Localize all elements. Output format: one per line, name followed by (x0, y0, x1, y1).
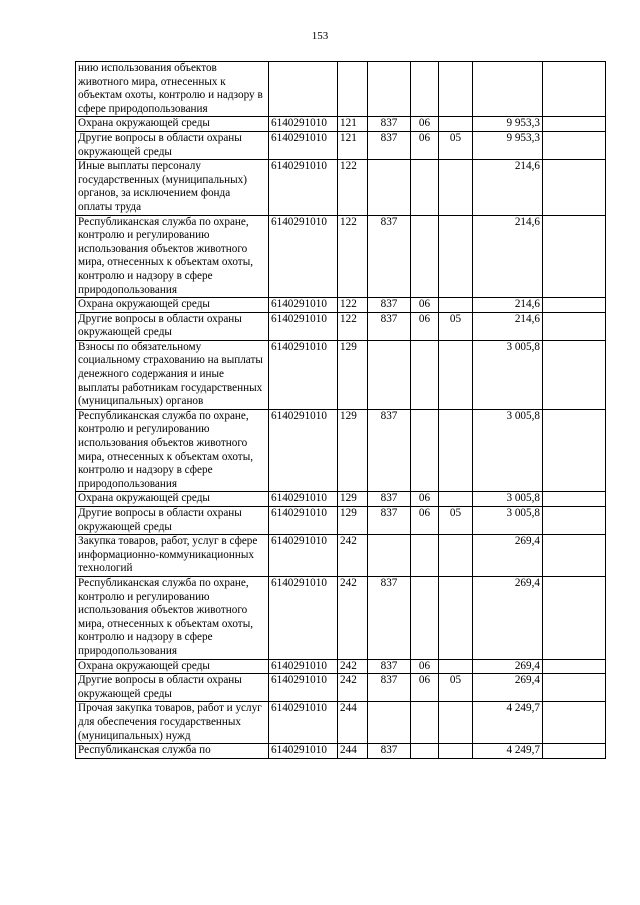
extra-cell (543, 674, 606, 702)
admin-code-cell: 837 (368, 298, 411, 313)
subsection-cell (439, 492, 473, 507)
subsection-cell (439, 160, 473, 215)
table-row (76, 62, 606, 117)
subsection-cell (439, 117, 473, 132)
extra-cell (543, 131, 606, 159)
section-cell (411, 215, 439, 298)
admin-code-cell (368, 62, 411, 117)
extra-cell (543, 659, 606, 674)
item-name-cell: Республиканская служба по охране, контролю и регулированию использования объектов животного мира, отнесенных к объектам охоты, контролю и надзору в сфере природопользования (76, 215, 269, 298)
amount-cell: 3 005,8 (473, 340, 543, 409)
table-row (76, 659, 606, 674)
table-row (76, 535, 606, 577)
expense-type-cell: 129 (338, 507, 368, 535)
extra-cell (543, 160, 606, 215)
item-name-cell: Другие вопросы в области охраны окружающей среды (76, 674, 269, 702)
expense-type-cell: 121 (338, 131, 368, 159)
target-article-cell: 6140291010 (269, 507, 338, 535)
section-cell: 06 (411, 117, 439, 132)
target-article-cell: 6140291010 (269, 744, 338, 759)
subsection-cell (439, 340, 473, 409)
item-name-cell: Охрана окружающей среды (76, 659, 269, 674)
budget-table-body (76, 62, 606, 759)
subsection-cell (439, 702, 473, 744)
item-name-cell: Другие вопросы в области охраны окружающей среды (76, 507, 269, 535)
amount-cell: 4 249,7 (473, 702, 543, 744)
admin-code-cell: 837 (368, 744, 411, 759)
item-name-cell: Закупка товаров, работ, услуг в сфере информационно-коммуникационных технологий (76, 535, 269, 577)
subsection-cell: 05 (439, 131, 473, 159)
admin-code-cell: 837 (368, 131, 411, 159)
section-cell: 06 (411, 131, 439, 159)
amount-cell: 3 005,8 (473, 409, 543, 492)
table-row (76, 492, 606, 507)
extra-cell (543, 117, 606, 132)
expense-type-cell: 129 (338, 340, 368, 409)
section-cell: 06 (411, 674, 439, 702)
section-cell (411, 576, 439, 659)
target-article-cell: 6140291010 (269, 576, 338, 659)
item-name-cell: нию использования объектов животного мира, отнесенных к объектам охоты, контролю и надзору в сфере природопользования (76, 62, 269, 117)
item-name-cell: Другие вопросы в области охраны окружающей среды (76, 131, 269, 159)
extra-cell (543, 62, 606, 117)
amount-cell (473, 62, 543, 117)
amount-cell: 269,4 (473, 535, 543, 577)
table-row (76, 702, 606, 744)
subsection-cell: 05 (439, 312, 473, 340)
admin-code-cell: 837 (368, 117, 411, 132)
admin-code-cell: 837 (368, 215, 411, 298)
target-article-cell: 6140291010 (269, 535, 338, 577)
table-row (76, 507, 606, 535)
amount-cell: 3 005,8 (473, 492, 543, 507)
subsection-cell (439, 215, 473, 298)
amount-cell: 4 249,7 (473, 744, 543, 759)
target-article-cell: 6140291010 (269, 312, 338, 340)
subsection-cell (439, 659, 473, 674)
expense-type-cell: 242 (338, 674, 368, 702)
target-article-cell: 6140291010 (269, 298, 338, 313)
extra-cell (543, 744, 606, 759)
subsection-cell (439, 62, 473, 117)
subsection-cell (439, 409, 473, 492)
table-row (76, 160, 606, 215)
table-row (76, 131, 606, 159)
amount-cell: 214,6 (473, 298, 543, 313)
extra-cell (543, 507, 606, 535)
section-cell: 06 (411, 312, 439, 340)
expense-type-cell: 242 (338, 659, 368, 674)
extra-cell (543, 576, 606, 659)
expense-type-cell: 121 (338, 117, 368, 132)
extra-cell (543, 298, 606, 313)
section-cell (411, 160, 439, 215)
amount-cell: 214,6 (473, 215, 543, 298)
admin-code-cell (368, 535, 411, 577)
item-name-cell: Охрана окружающей среды (76, 117, 269, 132)
admin-code-cell: 837 (368, 507, 411, 535)
amount-cell: 9 953,3 (473, 117, 543, 132)
extra-cell (543, 409, 606, 492)
expense-type-cell: 122 (338, 298, 368, 313)
item-name-cell: Иные выплаты персоналу государственных (муниципальных) органов, за исключением фонда оплаты труда (76, 160, 269, 215)
subsection-cell (439, 744, 473, 759)
extra-cell (543, 702, 606, 744)
extra-cell (543, 340, 606, 409)
amount-cell: 269,4 (473, 659, 543, 674)
expense-type-cell: 242 (338, 576, 368, 659)
section-cell: 06 (411, 298, 439, 313)
expense-type-cell: 122 (338, 312, 368, 340)
subsection-cell: 05 (439, 674, 473, 702)
extra-cell (543, 215, 606, 298)
subsection-cell: 05 (439, 507, 473, 535)
admin-code-cell: 837 (368, 659, 411, 674)
section-cell (411, 702, 439, 744)
target-article-cell: 6140291010 (269, 674, 338, 702)
extra-cell (543, 535, 606, 577)
item-name-cell: Охрана окружающей среды (76, 298, 269, 313)
item-name-cell: Республиканская служба по охране, контролю и регулированию использования объектов животного мира, отнесенных к объектам охоты, контролю и надзору в сфере природопользования (76, 576, 269, 659)
table-row (76, 409, 606, 492)
expense-type-cell: 244 (338, 744, 368, 759)
table-row (76, 215, 606, 298)
item-name-cell: Охрана окружающей среды (76, 492, 269, 507)
amount-cell: 214,6 (473, 160, 543, 215)
table-row (76, 312, 606, 340)
admin-code-cell (368, 160, 411, 215)
table-row (76, 117, 606, 132)
expense-type-cell: 129 (338, 409, 368, 492)
table-row (76, 674, 606, 702)
admin-code-cell: 837 (368, 312, 411, 340)
subsection-cell (439, 576, 473, 659)
target-article-cell: 6140291010 (269, 215, 338, 298)
section-cell: 06 (411, 492, 439, 507)
subsection-cell (439, 298, 473, 313)
expense-type-cell: 242 (338, 535, 368, 577)
item-name-cell: Взносы по обязательному социальному страхованию на выплаты денежного содержания и иные выплаты работникам государственных (муниципальных) органов (76, 340, 269, 409)
expense-type-cell: 122 (338, 215, 368, 298)
table-row (76, 298, 606, 313)
amount-cell: 9 953,3 (473, 131, 543, 159)
target-article-cell: 6140291010 (269, 659, 338, 674)
target-article-cell: 6140291010 (269, 160, 338, 215)
section-cell (411, 62, 439, 117)
admin-code-cell (368, 702, 411, 744)
admin-code-cell: 837 (368, 492, 411, 507)
item-name-cell: Республиканская служба по охране, контролю и регулированию использования объектов животного мира, отнесенных к объектам охоты, контролю и надзору в сфере природопользования (76, 409, 269, 492)
target-article-cell: 6140291010 (269, 117, 338, 132)
target-article-cell: 6140291010 (269, 702, 338, 744)
amount-cell: 269,4 (473, 674, 543, 702)
section-cell: 06 (411, 507, 439, 535)
admin-code-cell: 837 (368, 409, 411, 492)
expense-type-cell (338, 62, 368, 117)
admin-code-cell: 837 (368, 674, 411, 702)
budget-table (75, 61, 606, 759)
section-cell (411, 535, 439, 577)
admin-code-cell (368, 340, 411, 409)
amount-cell: 269,4 (473, 576, 543, 659)
table-row (76, 744, 606, 759)
item-name-cell: Другие вопросы в области охраны окружающей среды (76, 312, 269, 340)
target-article-cell: 6140291010 (269, 409, 338, 492)
table-row (76, 340, 606, 409)
table-row (76, 576, 606, 659)
extra-cell (543, 312, 606, 340)
admin-code-cell: 837 (368, 576, 411, 659)
section-cell (411, 409, 439, 492)
section-cell (411, 340, 439, 409)
section-cell: 06 (411, 659, 439, 674)
expense-type-cell: 244 (338, 702, 368, 744)
target-article-cell: 6140291010 (269, 340, 338, 409)
subsection-cell (439, 535, 473, 577)
target-article-cell: 6140291010 (269, 492, 338, 507)
target-article-cell (269, 62, 338, 117)
item-name-cell: Республиканская служба по (76, 744, 269, 759)
amount-cell: 214,6 (473, 312, 543, 340)
extra-cell (543, 492, 606, 507)
item-name-cell: Прочая закупка товаров, работ и услуг для обеспечения государственных (муниципальных) нужд (76, 702, 269, 744)
page-number: 153 (311, 30, 329, 42)
section-cell (411, 744, 439, 759)
target-article-cell: 6140291010 (269, 131, 338, 159)
expense-type-cell: 129 (338, 492, 368, 507)
amount-cell: 3 005,8 (473, 507, 543, 535)
expense-type-cell: 122 (338, 160, 368, 215)
